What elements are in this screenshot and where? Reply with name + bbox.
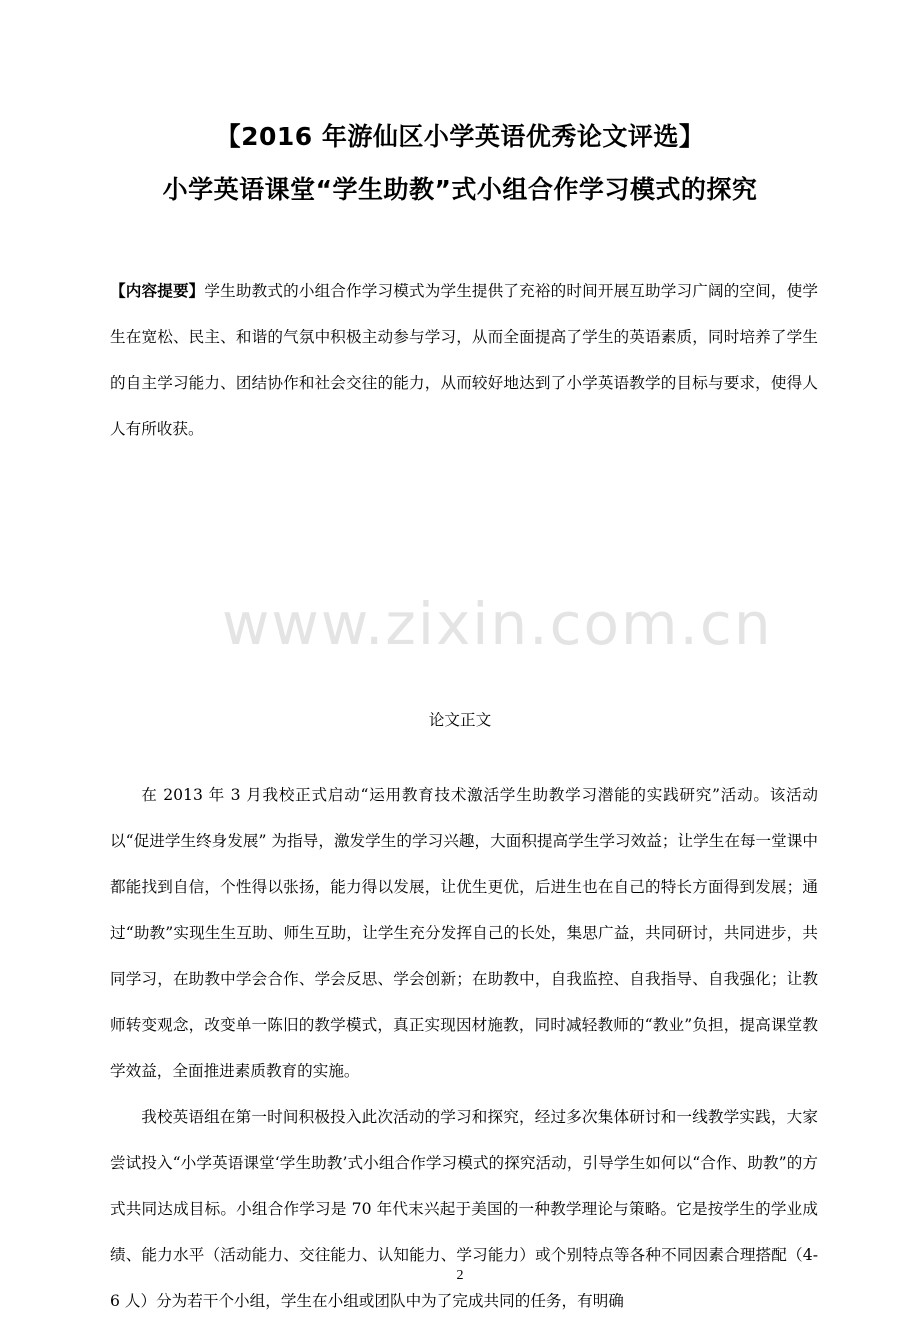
body-paragraph-1: 在 2013 年 3 月我校正式启动“运用教育技术激活学生助教学习潜能的实践研究”活动。该活动以“促进学生终身发展” 为指导，激发学生的学习兴趣，大面积提高学生学习效益；让学生在每一堂课中都能找到自信，个性得以张扬，能力得以发展，让优生更优，后进生也在自己的特长方面得到发展；通过“助教”实现生生互助、师生互助，让学生充分发挥自己的长处，集思广益，共同研讨，共同进步，共同学习，在助教中学会合作、学会反思、学会创新；在助教中，自我监控、自我指导、自我强化；让教师转变观念，改变单一陈旧的教学模式，真正实现因材施教，同时减轻教师的“教业”负担，提高课堂教学效益，全面推进素质教育的实施。 [110, 786, 818, 1080]
abstract-label: 【内容提要】 [110, 281, 205, 300]
page-number: 2 [456, 1268, 464, 1283]
abstract [110, 268, 818, 452]
document-title-line-2: 小学英语课堂“学生助教”式小组合作学习模式的探究 [162, 175, 758, 204]
abstract-text: 学生助教式的小组合作学习模式为学生提供了充裕的时间开展互助学习广阔的空间，使学生在宽松、民主、和谐的气氛中积极主动参与学习，从而全面提高了学生的英语素质，同时培养了学生的自主学习能力、团结协作和社会交往的能力，从而较好地达到了小学英语教学的目标与要求，使得人人有所收获。 [110, 282, 818, 438]
watermark: www.zixin.com.cn [222, 590, 773, 658]
body-paragraph-2: 我校英语组在第一时间积极投入此次活动的学习和探究，经过多次集体研讨和一线教学实践，大家尝试投入“小学英语课堂‘学生助教’式小组合作学习模式的探究活动，引导学生如何以“合作、助教”的方式共同达成目标。小组合作学习是 70 年代末兴起于美国的一种教学理论与策略。它是按学生的学业成绩、能力水平（活动能力、交往能力、认知能力、学习能力）或个别特点等各种不同因素合理搭配（4-6 人）分为若干个小组，学生在小组或团队中为了完成共同的任务，有明确 [110, 1108, 818, 1310]
document-title-line-1: 【2016 年游仙区小学英语优秀论文评选】 [215, 122, 705, 151]
section-heading: 论文正文 [428, 711, 492, 729]
main-body [110, 772, 818, 1324]
